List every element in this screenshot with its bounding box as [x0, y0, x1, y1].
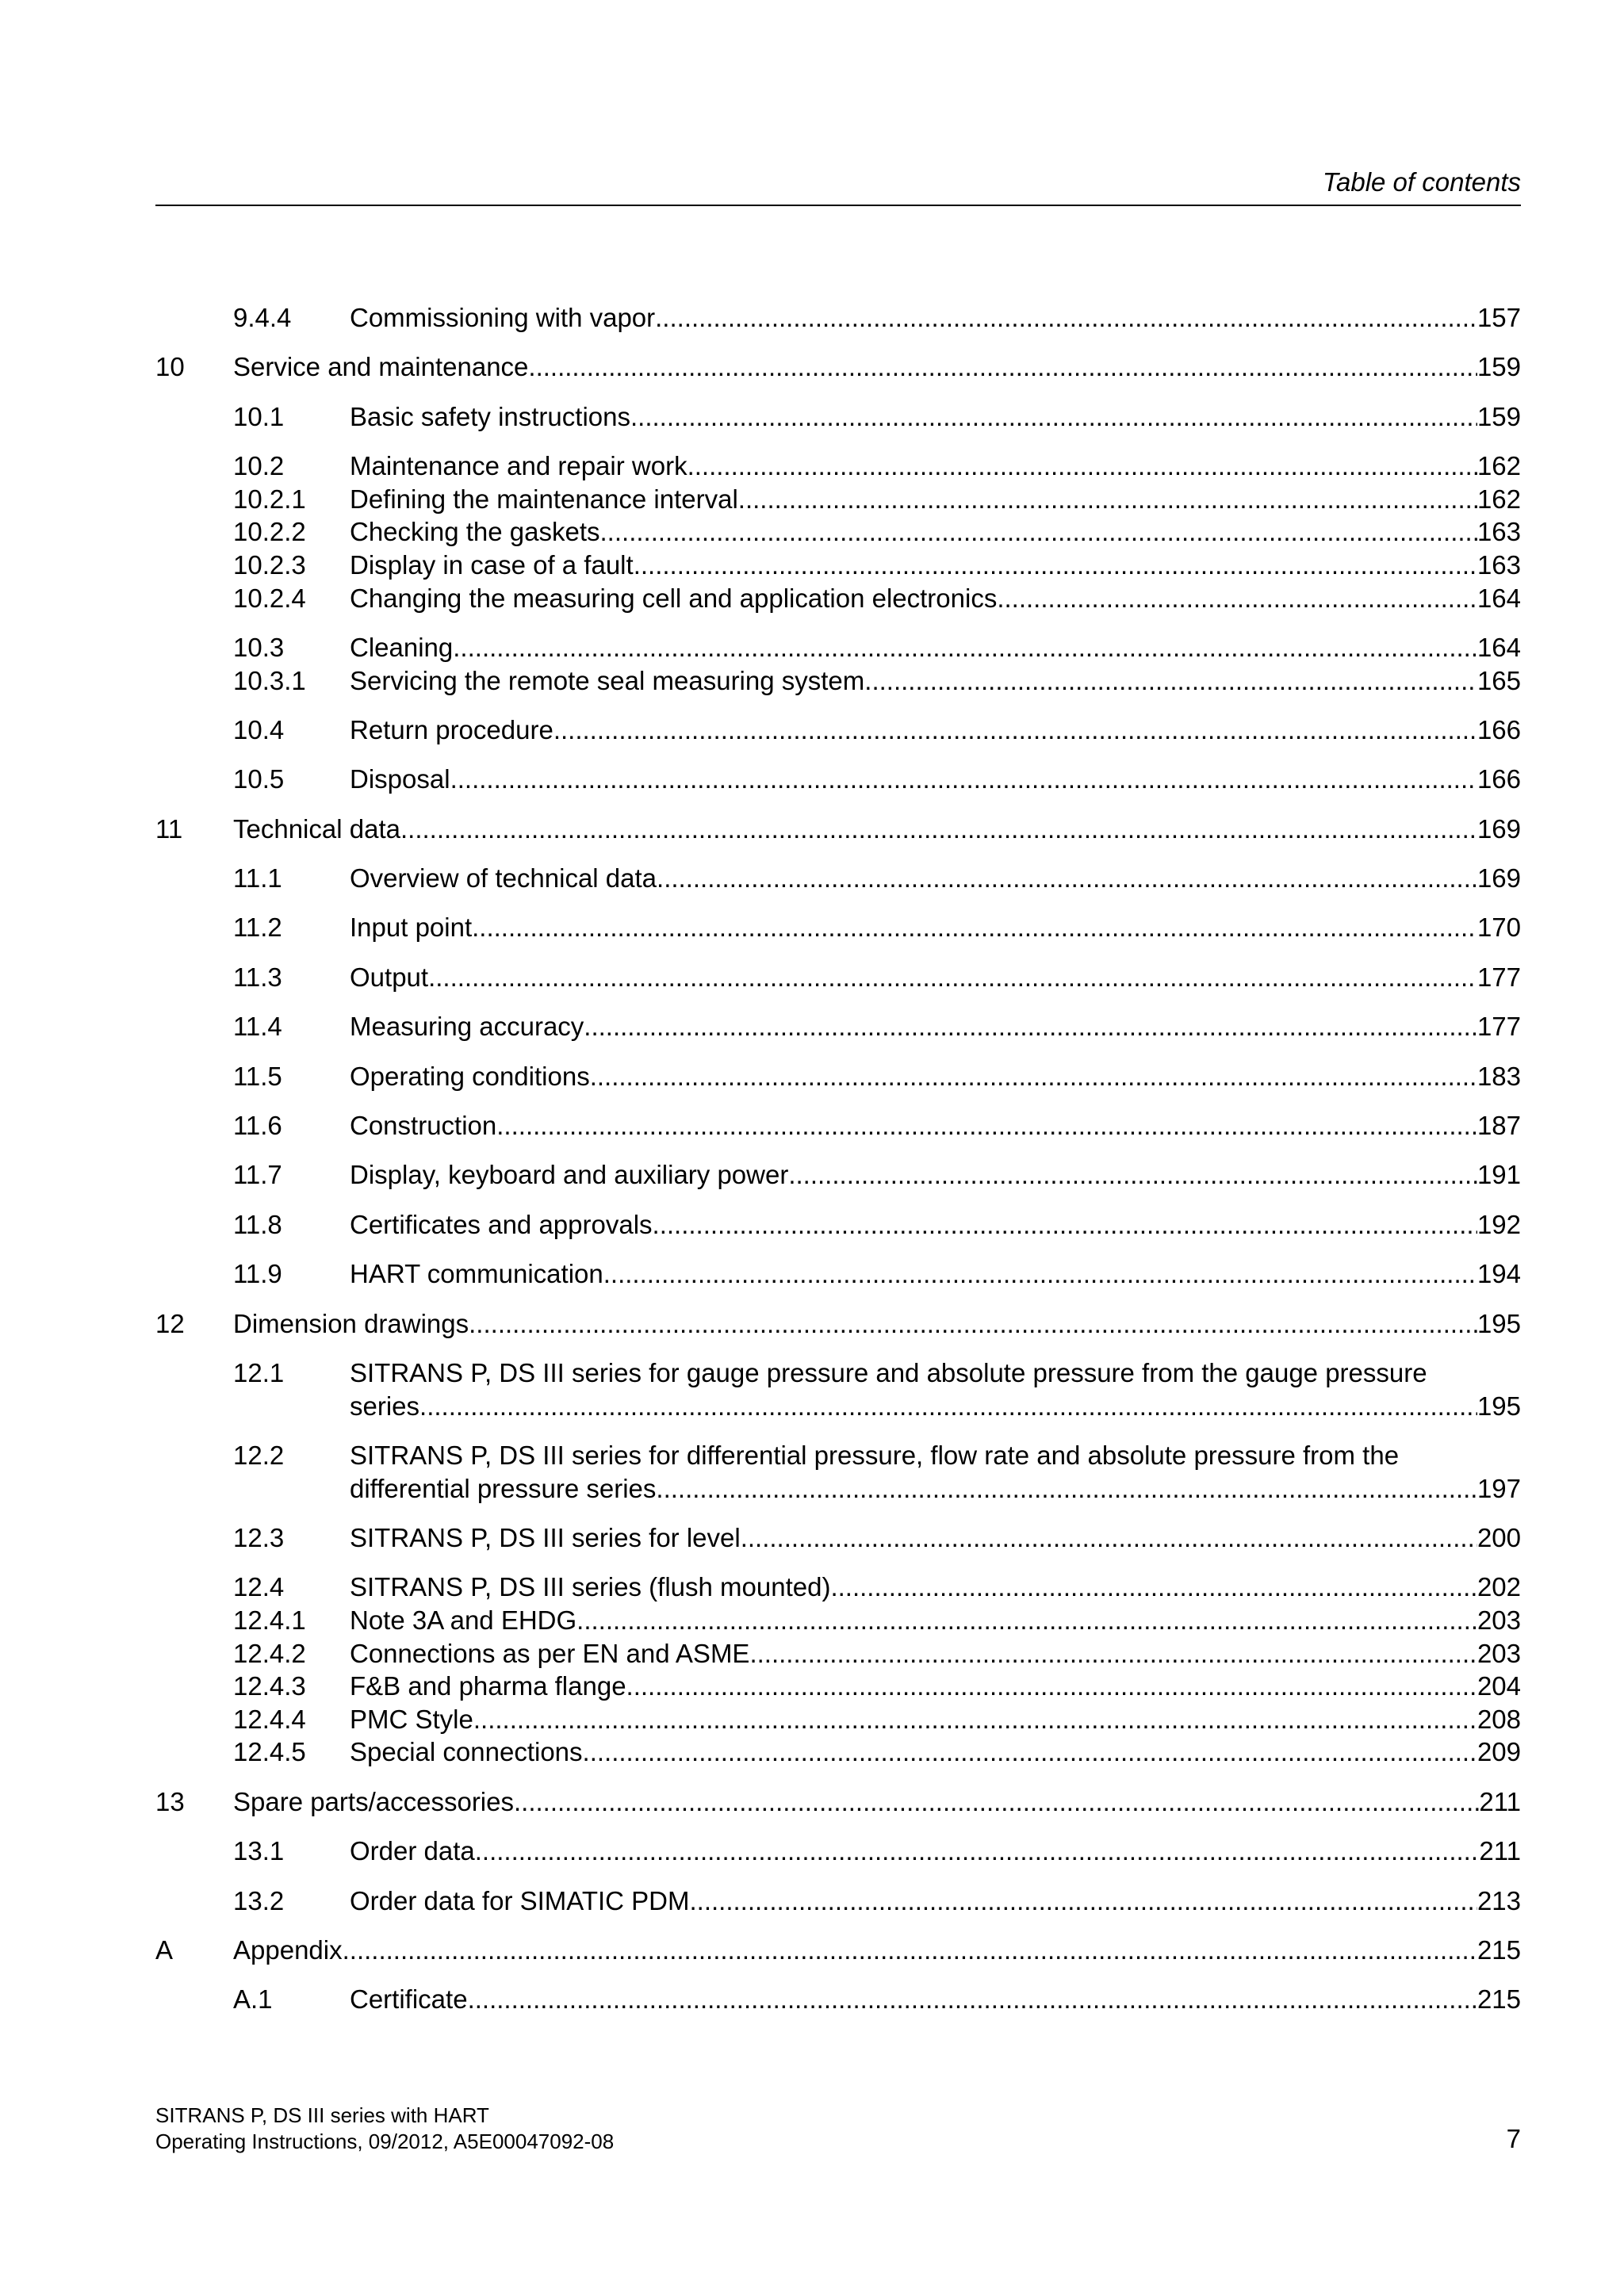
toc-section-entry[interactable] — [155, 1703, 1521, 1736]
toc-dot-leader — [453, 631, 1477, 664]
toc-entry-title: SITRANS P, DS III series for differential pressure, flow rate and absolute pressure from the — [350, 1440, 1400, 1470]
toc-entry-title: Order data for SIMATIC PDM — [350, 1885, 690, 1915]
toc-section-entry[interactable] — [155, 763, 1521, 796]
toc-entry-number: 12.3 — [233, 1522, 285, 1552]
toc-entry-page: 200 — [1477, 1522, 1521, 1552]
toc-entry-number: 11.5 — [233, 1061, 282, 1091]
toc-section-entry[interactable] — [155, 483, 1521, 516]
toc-entry-page: 209 — [1477, 1737, 1521, 1767]
footer-product-name: SITRANS P, DS III series with HART — [155, 2103, 489, 2127]
toc-section-entry[interactable] — [155, 1735, 1521, 1769]
toc-entry-title: Operating conditions — [350, 1061, 590, 1091]
toc-entry-title: Checking the gaskets — [350, 517, 600, 547]
toc-entry-title: Display in case of a fault — [350, 549, 634, 580]
toc-entry-number: 10.3.1 — [233, 665, 306, 695]
toc-entry-page: 215 — [1477, 1934, 1521, 1965]
toc-chapter-entry[interactable] — [155, 1785, 1521, 1819]
toc-entry-title: HART communication — [350, 1259, 603, 1289]
toc-entry-page: 169 — [1477, 863, 1521, 894]
toc-entry-page: 177 — [1477, 1012, 1521, 1042]
toc-section-entry[interactable] — [155, 1835, 1521, 1868]
toc-entry-page: 195 — [1477, 1308, 1521, 1338]
toc-entry-number: 10.2.4 — [233, 583, 306, 613]
toc-entry-page: 197 — [1477, 1473, 1521, 1503]
toc-section-entry[interactable] — [155, 1010, 1521, 1043]
toc-entry-number: 12.4.1 — [233, 1605, 306, 1635]
toc-dot-leader — [864, 664, 1477, 698]
toc-entry-title: Basic safety instructions — [350, 401, 630, 431]
toc-entry-title: Technical data — [233, 813, 400, 844]
toc-dot-leader — [583, 1735, 1477, 1769]
toc-section-entry[interactable] — [155, 1604, 1521, 1637]
toc-entry-number: 11.9 — [233, 1259, 282, 1289]
toc-section-entry[interactable] — [155, 1983, 1521, 2016]
toc-section-entry[interactable] — [155, 515, 1521, 549]
toc-entry-title: SITRANS P, DS III series (flush mounted) — [350, 1572, 831, 1602]
toc-section-entry[interactable] — [155, 1208, 1521, 1242]
toc-entry-page: 170 — [1477, 913, 1521, 943]
toc-entry-number: 11 — [155, 813, 183, 844]
toc-entry-number: 10.1 — [233, 401, 285, 431]
toc-dot-leader — [428, 961, 1477, 994]
toc-section-entry[interactable] — [155, 400, 1521, 434]
toc-entry-number: 12.4.2 — [233, 1638, 306, 1668]
toc-entry-page: 157 — [1477, 303, 1521, 332]
toc-chapter-entry[interactable] — [155, 813, 1521, 846]
toc-dot-leader — [634, 549, 1477, 582]
toc-section-entry[interactable] — [155, 1670, 1521, 1703]
toc-entry-number: 10.3 — [233, 632, 285, 662]
toc-dot-leader — [528, 350, 1477, 384]
toc-entry-number: 11.3 — [233, 962, 282, 992]
toc-entry-page: 204 — [1477, 1671, 1521, 1701]
toc-entry-number: 9.4.4 — [233, 303, 292, 332]
toc-section-entry[interactable] — [155, 862, 1521, 895]
toc-dot-leader — [475, 1835, 1480, 1868]
toc-dot-leader — [657, 862, 1477, 895]
toc-entry-number: 10.5 — [233, 764, 285, 794]
footer-page-number: 7 — [1506, 2124, 1521, 2153]
toc-section-entry[interactable] — [155, 549, 1521, 582]
toc-entry-title: Appendix — [233, 1934, 343, 1965]
toc-entry-number: 11.4 — [233, 1012, 282, 1042]
toc-section-entry[interactable] — [155, 1060, 1521, 1093]
toc-entry-title: F&B and pharma flange — [350, 1671, 626, 1701]
toc-section-entry[interactable] — [155, 911, 1521, 944]
toc-entry-number: 10.2.2 — [233, 517, 306, 547]
toc-entry-page: 211 — [1479, 1786, 1521, 1816]
toc-entry-number: 10.2.1 — [233, 484, 306, 514]
toc-dot-leader — [576, 1604, 1477, 1637]
toc-entry-number: 12.4 — [233, 1572, 285, 1602]
toc-entry-title: Disposal — [350, 764, 450, 794]
toc-dot-leader — [600, 515, 1477, 549]
toc-section-entry[interactable] — [155, 450, 1521, 483]
toc-dot-leader — [473, 1703, 1477, 1736]
toc-entry-number: 12.1 — [233, 1358, 285, 1387]
toc-entry-page: 211 — [1479, 1836, 1521, 1866]
toc-entry-page: 166 — [1477, 714, 1521, 744]
toc-dot-leader — [830, 1571, 1477, 1604]
toc-entry-page: 169 — [1477, 813, 1521, 844]
toc-entry-page: 195 — [1477, 1391, 1521, 1421]
toc-entry-title: Spare parts/accessories — [233, 1786, 514, 1816]
toc-entry-number: 13.1 — [233, 1836, 285, 1866]
toc-dot-leader — [496, 1109, 1477, 1142]
toc-dot-leader — [741, 1521, 1477, 1555]
toc-section-entry[interactable] — [155, 1885, 1521, 1918]
toc-entry-page: 213 — [1477, 1885, 1521, 1915]
toc-entry-number: 12.2 — [233, 1440, 285, 1470]
toc-entry-title: PMC Style — [350, 1704, 473, 1734]
toc-dot-leader — [343, 1934, 1477, 1967]
toc-entry-page: 166 — [1477, 764, 1521, 794]
toc-entry-number: 12.4.4 — [233, 1704, 306, 1734]
toc-entry-page: 159 — [1477, 401, 1521, 431]
toc-entry-title: SITRANS P, DS III series for level — [350, 1522, 741, 1552]
toc-entry-title: Commissioning with vapor — [350, 303, 656, 332]
toc-entry-number: 10.4 — [233, 714, 285, 744]
toc-entry-page: 163 — [1477, 549, 1521, 580]
toc-entry-title: Return procedure — [350, 714, 553, 744]
toc-entry-number: 10 — [155, 352, 185, 382]
toc-entry-title: Input point — [350, 913, 473, 943]
toc-section-entry[interactable] — [155, 1571, 1521, 1604]
table-of-contents — [155, 301, 1521, 2016]
toc-chapter-entry[interactable] — [155, 1307, 1521, 1341]
toc-entry-title: Construction — [350, 1111, 497, 1141]
toc-entry-number: 12.4.5 — [233, 1737, 306, 1767]
toc-entry-title: Measuring accuracy — [350, 1012, 584, 1042]
toc-entry-title: Servicing the remote seal measuring system — [350, 665, 865, 695]
toc-entry-page: 164 — [1477, 583, 1521, 613]
toc-entry-title: Note 3A and EHDG — [350, 1605, 577, 1635]
toc-entry-page: 192 — [1477, 1209, 1521, 1239]
toc-dot-leader — [472, 911, 1477, 944]
toc-entry-title: Certificate — [350, 1984, 468, 2015]
toc-dot-leader — [584, 1010, 1477, 1043]
toc-entry-page: 208 — [1477, 1704, 1521, 1734]
toc-entry-title: Connections as per EN and ASME — [350, 1638, 750, 1668]
toc-entry-title: Defining the maintenance interval — [350, 484, 738, 514]
toc-entry-page: 183 — [1477, 1061, 1521, 1091]
toc-entry-number: 11.6 — [233, 1111, 282, 1141]
toc-entry-title: Display, keyboard and auxiliary power — [350, 1160, 789, 1190]
toc-dot-leader — [450, 763, 1477, 796]
toc-dot-leader — [590, 1060, 1477, 1093]
toc-section-entry[interactable] — [155, 301, 1521, 335]
toc-entry-title: Cleaning — [350, 632, 454, 662]
footer-document-edition: Operating Instructions, 09/2012, A5E00047092-08 — [155, 2130, 615, 2153]
toc-entry-page: 187 — [1477, 1111, 1521, 1141]
toc-section-entry[interactable] — [155, 1109, 1521, 1142]
toc-entry-page: 162 — [1477, 484, 1521, 514]
toc-entry-page: 202 — [1477, 1572, 1521, 1602]
toc-dot-leader — [749, 1637, 1477, 1670]
toc-entry-title: SITRANS P, DS III series for gauge pressure and absolute pressure from the gauge pressure — [350, 1358, 1427, 1387]
toc-section-entry[interactable] — [155, 1521, 1521, 1555]
toc-entry-title: series — [350, 1391, 420, 1421]
toc-entry-number: 13 — [155, 1786, 185, 1816]
toc-entry-number: 11.1 — [233, 863, 282, 894]
toc-entry-page: 159 — [1477, 352, 1521, 382]
toc-dot-leader — [553, 714, 1477, 747]
toc-dot-leader — [468, 1983, 1477, 2016]
toc-dot-leader — [655, 301, 1477, 335]
toc-entry-title: Maintenance and repair work — [350, 451, 688, 481]
toc-entry-page: 194 — [1477, 1259, 1521, 1289]
toc-entry-title: Output — [350, 962, 429, 992]
toc-section-entry[interactable] — [155, 582, 1521, 615]
running-header-title: Table of contents — [1322, 167, 1521, 197]
toc-dot-leader — [689, 1885, 1477, 1918]
toc-dot-leader — [738, 483, 1477, 516]
toc-entry-number: 10.2 — [233, 451, 285, 481]
toc-entry-page: 162 — [1477, 451, 1521, 481]
toc-entry-title: Order data — [350, 1836, 475, 1866]
toc-section-entry[interactable] — [155, 1158, 1521, 1192]
toc-entry-title: Changing the measuring cell and application electronics — [350, 583, 998, 613]
toc-entry-number: 10.2.3 — [233, 549, 306, 580]
toc-dot-leader — [514, 1785, 1479, 1819]
toc-dot-leader — [653, 1208, 1477, 1242]
toc-dot-leader — [400, 813, 1477, 846]
toc-entry-page: 203 — [1477, 1605, 1521, 1635]
toc-entry-page: 215 — [1477, 1984, 1521, 2015]
toc-entry-title: Dimension drawings — [233, 1308, 469, 1338]
toc-entry-number: 13.2 — [233, 1885, 285, 1915]
toc-entry-title: Certificates and approvals — [350, 1209, 653, 1239]
toc-dot-leader — [419, 1390, 1477, 1423]
toc-dot-leader — [788, 1158, 1477, 1192]
toc-dot-leader — [630, 400, 1477, 434]
toc-entry-number: A.1 — [233, 1984, 273, 2015]
toc-entry-page: 164 — [1477, 632, 1521, 662]
toc-chapter-entry[interactable] — [155, 350, 1521, 384]
toc-entry-number: 11.8 — [233, 1209, 282, 1239]
toc-section-entry[interactable] — [155, 714, 1521, 747]
toc-entry-page: 203 — [1477, 1638, 1521, 1668]
header-divider — [155, 205, 1521, 206]
toc-entry-title: differential pressure series — [350, 1473, 657, 1503]
toc-dot-leader — [656, 1472, 1477, 1506]
toc-dot-leader — [997, 582, 1477, 615]
toc-entry-number: 11.2 — [233, 913, 282, 943]
toc-entry-number: 12.4.3 — [233, 1671, 306, 1701]
toc-section-entry[interactable] — [155, 1637, 1521, 1670]
toc-section-entry[interactable] — [155, 961, 1521, 994]
toc-entry-title: Special connections — [350, 1737, 583, 1767]
toc-dot-leader — [626, 1670, 1477, 1703]
toc-entry-title: Service and maintenance — [233, 352, 529, 382]
toc-dot-leader — [469, 1307, 1477, 1341]
toc-entry-number: A — [155, 1934, 174, 1965]
toc-section-entry[interactable] — [155, 1439, 1521, 1505]
toc-dot-leader — [688, 450, 1477, 483]
toc-entry-number: 12 — [155, 1308, 185, 1338]
toc-entry-page: 191 — [1477, 1160, 1521, 1190]
toc-entry-page: 165 — [1477, 665, 1521, 695]
toc-dot-leader — [603, 1257, 1477, 1291]
toc-section-entry[interactable] — [155, 1357, 1521, 1422]
toc-entry-page: 177 — [1477, 962, 1521, 992]
footer-document-info — [155, 2103, 614, 2155]
toc-entry-number: 11.7 — [233, 1160, 282, 1190]
toc-chapter-entry[interactable] — [155, 1934, 1521, 1967]
toc-entry-title: Overview of technical data — [350, 863, 657, 894]
toc-entry-page: 163 — [1477, 517, 1521, 547]
toc-section-entry[interactable] — [155, 631, 1521, 664]
toc-section-entry[interactable] — [155, 664, 1521, 698]
toc-section-entry[interactable] — [155, 1257, 1521, 1291]
